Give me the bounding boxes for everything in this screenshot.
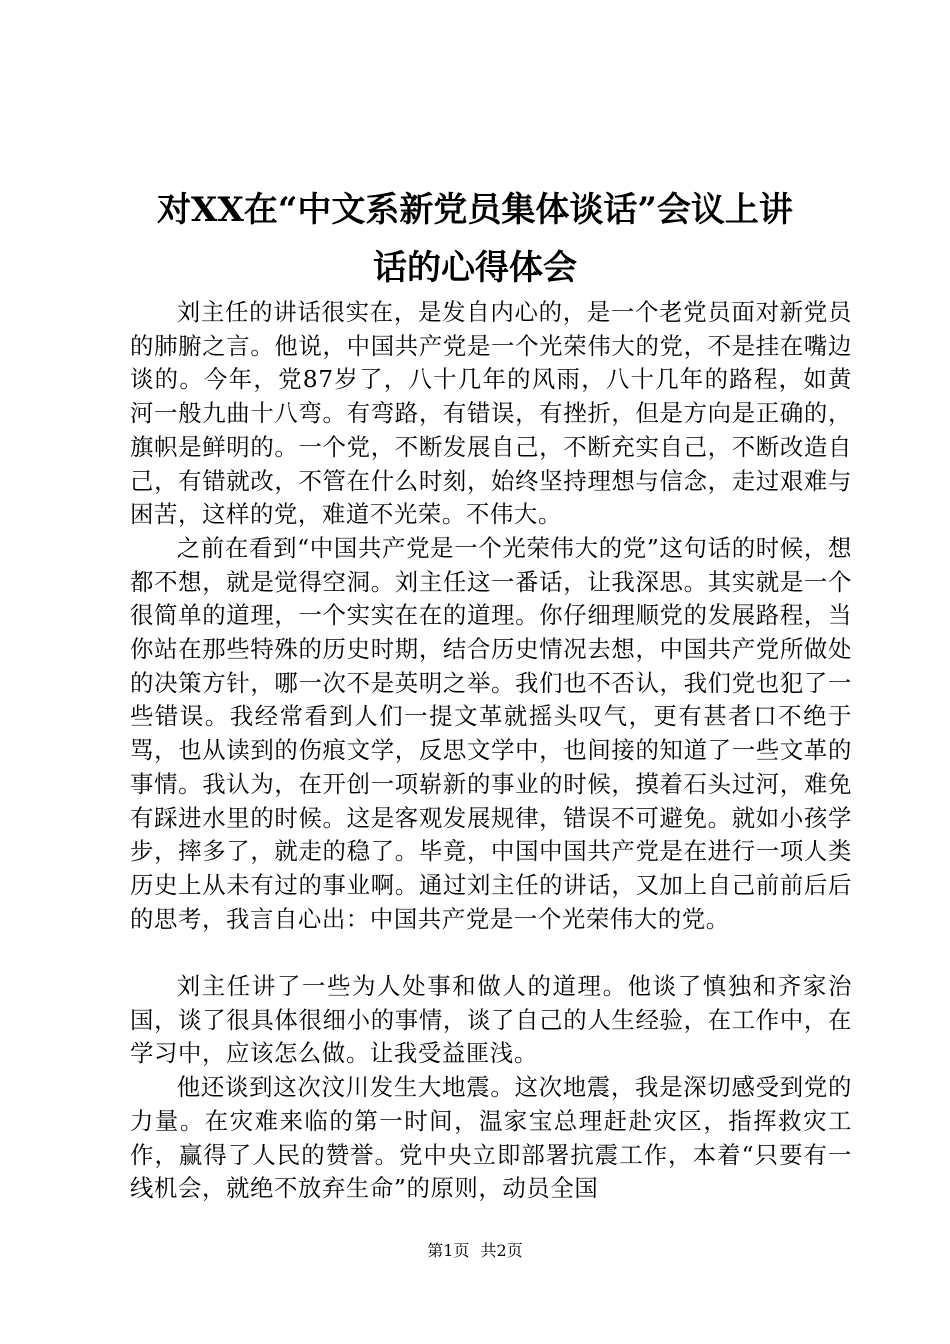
paragraph-1: 刘主任的讲话很实在，是发自内心的，是一个老党员面对新党员的肺腑之言。他说，中国共产党是一个光荣伟大的党，不是挂在嘴边谈的。今年，党87岁了，八十几年的风雨，八十几年的路程，如黄河一般九曲十八弯。有弯路，有错误，有挫折，但是方向是正确的，旗帜是鲜明的。一个党，不断发展自己，不断充实自己，不断改造自己，有错就改，不管在什么时刻，始终坚持理想与信念，走过艰难与困苦，这样的党，难道不光荣。不伟大。 — [130, 298, 852, 529]
document-title-line-1: 对XX在“中文系新党员集体谈话”会议上讲 — [157, 190, 793, 230]
paragraph-4: 他还谈到这次汶川发生大地震。这次地震，我是深切感受到党的力量。在灾难来临的第一时间，温家宝总理赶赴灾区，指挥救灾工作，赢得了人民的赞誉。党中央立即部署抗震工作，本着“只要有一线机会，就绝不放弃生命”的原则，动员全国 — [130, 1073, 852, 1203]
document-title-line-2: 话的心得体会 — [373, 248, 577, 288]
page-number-current: 第1页 — [427, 1241, 470, 1260]
paragraph-2: 之前在看到“中国共产党是一个光荣伟大的党”这句话的时候，想都不想，就是觉得空洞。刘主任这一番话，让我深思。其实就是一个很简单的道理，一个实实在在的道理。你仔细理顺党的发展路程，当你站在那些特殊的历史时期，结合历史情况去想，中国共产党所做处的决策方针，哪一次不是英明之举。我们也不否认，我们党也犯了一些错误。我经常看到人们一提文革就摇头叹气，更有甚者口不绝于骂，也从读到的伤痕文学，反思文学中，也间接的知道了一些文革的事情。我认为，在开创一项崭新的事业的时候，摸着石头过河，难免有踩进水里的时候。这是客观发展规律，错误不可避免。就如小孩学步，摔多了，就走的稳了。毕竟，中国中国共产党是在进行一项人类历史上从未有过的事业啊。通过刘主任的讲话，又加上自己前前后后的思考，我言自心出：中国共产党是一个光荣伟大的党。 — [130, 533, 852, 933]
document-body — [130, 296, 852, 1206]
paragraph-3: 刘主任讲了一些为人处事和做人的道理。他谈了慎独和齐家治国，谈了很具体很细小的事情，谈了自己的人生经验，在工作中，在学习中，应该怎么做。让我受益匪浅。 — [130, 972, 852, 1068]
page-number-total: 共2页 — [480, 1241, 523, 1260]
page-footer — [0, 1241, 950, 1261]
